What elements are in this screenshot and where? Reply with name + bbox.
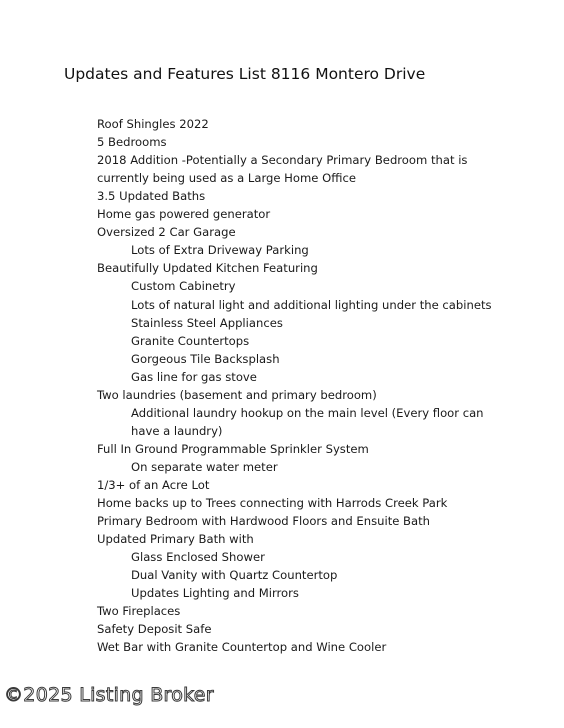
sub-list-item: Lots of natural light and additional lighting under the cabinets	[131, 297, 492, 312]
list-item: Safety Deposit Safe	[97, 622, 212, 637]
sub-list-item: Stainless Steel Appliances	[131, 315, 283, 330]
sub-list-item: Gas line for gas stove	[131, 369, 257, 384]
sub-list-item: have a laundry)	[131, 423, 223, 438]
sub-list-item: Granite Countertops	[131, 333, 250, 348]
list-item: 2018 Addition -Potentially a Secondary Primary Bedroom that is	[97, 153, 468, 168]
copyright-watermark: ©2025 Listing Broker	[4, 684, 214, 706]
list-item: Updated Primary Bath with	[97, 532, 254, 547]
sub-list-item: Glass Enclosed Shower	[131, 550, 265, 565]
list-item: Primary Bedroom with Hardwood Floors and Ensuite Bath	[97, 514, 431, 529]
list-item: 1/3+ of an Acre Lot	[97, 478, 210, 492]
list-item: 3.5 Updated Baths	[97, 189, 206, 204]
sub-list-item: Additional laundry hookup on the main level (Every floor can	[131, 405, 484, 420]
list-item: currently being used as a Large Home Office	[97, 171, 356, 186]
sub-list-item: Updates Lighting and Mirrors	[131, 586, 299, 601]
document-title: Updates and Features List 8116 Montero Drive	[64, 65, 426, 83]
list-item: Home gas powered generator	[97, 207, 271, 222]
list-item: Beautifully Updated Kitchen Featuring	[97, 261, 318, 276]
list-item: Full In Ground Programmable Sprinkler System	[97, 441, 369, 456]
sub-list-item: Dual Vanity with Quartz Countertop	[131, 568, 338, 583]
sub-list-item: Custom Cabinetry	[131, 279, 236, 294]
list-item: Roof Shingles 2022	[97, 117, 209, 131]
list-item: Two Fireplaces	[97, 604, 181, 619]
list-item: Wet Bar with Granite Countertop and Wine Cooler	[97, 640, 387, 655]
list-item: 5 Bedrooms	[97, 135, 167, 150]
sub-list-item: Lots of Extra Driveway Parking	[131, 243, 309, 258]
list-item: Oversized 2 Car Garage	[97, 225, 236, 240]
list-item: Home backs up to Trees connecting with Harrods Creek Park	[97, 496, 448, 511]
list-item: Two laundries (basement and primary bedroom)	[97, 387, 377, 402]
sub-list-item: Gorgeous Tile Backsplash	[131, 351, 280, 366]
sub-list-item: On separate water meter	[131, 459, 278, 474]
